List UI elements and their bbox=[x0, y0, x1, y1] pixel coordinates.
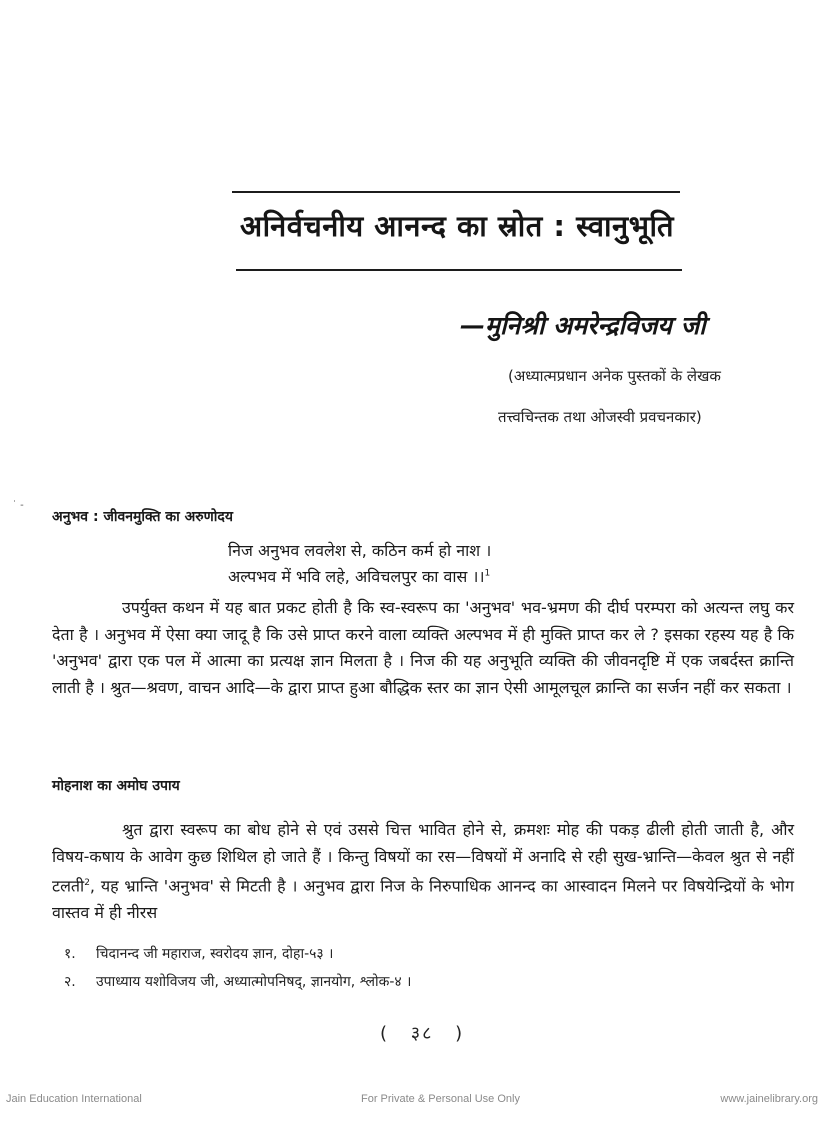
footer-publisher: Jain Education International bbox=[6, 1093, 142, 1105]
title-top-rule bbox=[232, 191, 680, 193]
scan-artifact-mark: ˙ ‐ bbox=[12, 500, 24, 511]
footnote-1 bbox=[64, 944, 333, 963]
footnote-ref-1[interactable]: 1 bbox=[484, 568, 491, 579]
footnote-1-number: १. bbox=[64, 946, 76, 962]
page-title: अनिर्वचनीय आनन्द का स्रोत : स्वानुभूति bbox=[239, 209, 675, 243]
author-description-line-2: तत्त्वचिन्तक तथा ओजस्वी प्रवचनकार) bbox=[498, 408, 702, 426]
verse-line-1 bbox=[228, 539, 491, 561]
footer-website-link[interactable]: www.jainelibrary.org bbox=[720, 1093, 818, 1105]
footnote-2 bbox=[64, 972, 411, 991]
footnote-2-text: उपाध्याय यशोविजय जी, अध्यात्मोपनिषद्, ज्ञानयोग, श्लोक-४ । bbox=[96, 974, 412, 990]
section-heading-mohanash: मोहनाश का अमोघ उपाय bbox=[52, 778, 180, 794]
verse-line-1-text: निज अनुभव लवलेश से, कठिन कर्म हो नाश । bbox=[228, 541, 492, 560]
footnote-1-text: चिदानन्द जी महाराज, स्वरोदय ज्ञान, दोहा-५३ । bbox=[96, 946, 334, 962]
footnote-2-number: २. bbox=[64, 974, 76, 990]
title-bottom-rule bbox=[236, 269, 682, 271]
page-number: ( ३८ ) bbox=[380, 1023, 465, 1044]
verse-line-2 bbox=[228, 565, 490, 587]
verse-line-2-text: अल्पभव में भवि लहे, अविचलपुर का वास ।। bbox=[228, 567, 485, 586]
paragraph-1 bbox=[52, 595, 794, 701]
author-description-line-1: (अध्यात्मप्रधान अनेक पुस्तकों के लेखक bbox=[508, 367, 721, 385]
paragraph-2-text-part-1: श्रुत द्वारा स्वरूप का बोध होने से एवं उससे चित्त भावित होने से, क्रमशः मोह की पकड़ ढीली होती जाती है, और विषय-कषाय के आवेग कुछ शिथिल हो जाते हैं । किन्तु विषयों का रस—विषयों में अनादि से रही सुख-भ्रान्ति—केवल श्रुत से नहीं टलती bbox=[52, 820, 794, 896]
section-heading-anubhav: अनुभव : जीवनमुक्ति का अरुणोदय bbox=[52, 509, 233, 525]
footer-usage-notice: For Private & Personal Use Only bbox=[361, 1093, 520, 1105]
footnote-ref-2[interactable]: 2 bbox=[84, 878, 90, 888]
paragraph-2 bbox=[52, 817, 794, 926]
paragraph-2-text-part-2: , यह भ्रान्ति 'अनुभव' से मिटती है । अनुभव द्वारा निज के निरुपाधिक आनन्द का आस्वादन मिलने पर विषयेन्द्रियों के भोग वास्तव में ही नीरस bbox=[52, 876, 794, 922]
paragraph-1-text: उपर्युक्त कथन में यह बात प्रकट होती है कि स्व-स्वरूप का 'अनुभव' भव-भ्रमण की दीर्घ परम्परा को अत्यन्त लघु कर देता है । अनुभव में ऐसा क्या जादू है कि उसे प्राप्त करने वाला व्यक्ति अल्पभव में ही मुक्ति प्राप्त कर ले ? इसका रहस्य यह है कि 'अनुभव' द्वारा एक पल में आत्मा का प्रत्यक्ष ज्ञान मिलता है । निज की यह अनुभूति व्यक्ति की जीवनदृष्टि में एक जबर्दस्त क्रान्ति लाती है । श्रुत—श्रवण, वाचन आदि—के द्वारा प्राप्त हुआ बौद्धिक स्तर का ज्ञान ऐसी आमूलचूल क्रान्ति का सर्जन नहीं कर सकता । bbox=[52, 598, 794, 697]
author-name: —मुनिश्री अमरेन्द्रविजय जी bbox=[460, 311, 706, 340]
